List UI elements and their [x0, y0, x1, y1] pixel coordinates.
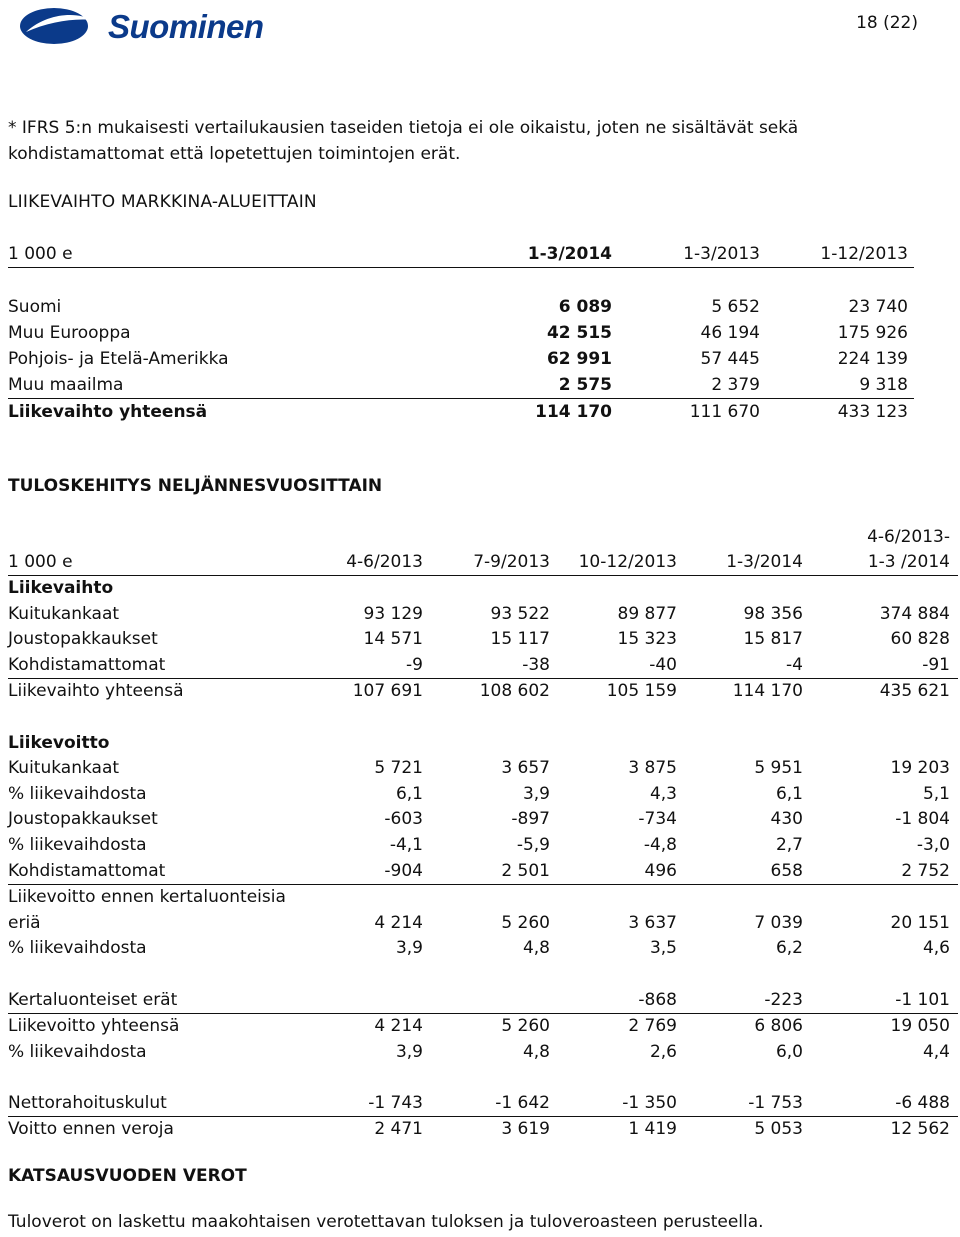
cell: -904 — [384, 860, 423, 881]
table-row — [8, 602, 958, 628]
column-header: 4-6/2013 — [346, 552, 423, 572]
cell: -1 350 — [622, 1092, 677, 1113]
cell: 5 260 — [501, 912, 550, 933]
cell: -1 804 — [895, 809, 950, 830]
table-row — [8, 1091, 958, 1117]
cell: 14 571 — [363, 629, 423, 650]
cell: -4,8 — [643, 834, 677, 855]
quarterly-results-table — [8, 525, 958, 1143]
company-logo — [18, 6, 308, 48]
table-row — [8, 1014, 958, 1040]
row-label: Kertaluonteiset erät — [8, 989, 178, 1010]
table-row — [8, 833, 958, 859]
table-row — [8, 1117, 958, 1143]
cell: 23 740 — [848, 297, 908, 317]
row-label: eriä — [8, 912, 41, 933]
cell: 4,6 — [922, 938, 950, 959]
table-row — [8, 1040, 958, 1066]
cell: -1 753 — [748, 1092, 803, 1113]
table-row — [8, 653, 958, 679]
unit-label: 1 000 e — [8, 552, 73, 572]
cell: 20 151 — [890, 912, 950, 933]
cell: 2 471 — [374, 1119, 423, 1140]
section-title-revenue-by-market: LIIKEVAIHTO MARKKINA-ALUEITTAIN — [8, 192, 317, 212]
cell: 5 721 — [374, 758, 423, 779]
cell: 175 926 — [837, 323, 908, 343]
table-row — [8, 372, 914, 398]
row-label: % liikevaihdosta — [8, 938, 147, 959]
cell: 15 117 — [490, 629, 550, 650]
cell: 4,8 — [522, 938, 550, 959]
cell: 435 621 — [879, 681, 950, 702]
cell: -6 488 — [895, 1092, 950, 1113]
table-row — [8, 346, 914, 372]
cell: 5 053 — [754, 1119, 803, 1140]
cell: 98 356 — [743, 603, 803, 624]
cell: -40 — [649, 654, 677, 675]
row-label: Joustopakkaukset — [8, 629, 158, 650]
column-header: 1-3/2014 — [726, 552, 803, 572]
cell: 3 875 — [628, 758, 677, 779]
row-label: Liikevaihto yhteensä — [8, 681, 184, 702]
cell: 42 515 — [546, 323, 612, 343]
tax-note: Tuloverot on laskettu maakohtaisen verotettavan tuloksen ja tuloveroasteen perusteella. — [8, 1212, 764, 1232]
cell: 3,9 — [395, 938, 423, 959]
cell: 2,7 — [775, 834, 803, 855]
cell: 658 — [770, 860, 803, 881]
column-header: 1-12/2013 — [820, 244, 908, 264]
cell: 89 877 — [617, 603, 677, 624]
cell: -38 — [522, 654, 550, 675]
cell: -734 — [638, 809, 677, 830]
row-label: % liikevaihdosta — [8, 1041, 147, 1062]
group-title-row — [8, 576, 958, 602]
cell: -3,0 — [916, 834, 950, 855]
cell: 224 139 — [837, 349, 908, 369]
cell: 3,9 — [522, 783, 550, 804]
column-header: 1-3 /2014 — [867, 552, 950, 572]
cell: 4 214 — [374, 912, 423, 933]
table-row — [8, 756, 958, 782]
cell: 3 657 — [501, 758, 550, 779]
cell: 108 602 — [479, 681, 550, 702]
row-label: Nettorahoituskulut — [8, 1092, 167, 1113]
column-header: 10-12/2013 — [578, 552, 677, 572]
cell: 4 214 — [374, 1016, 423, 1037]
unit-label: 1 000 e — [8, 244, 73, 264]
cell: 6,0 — [775, 1041, 803, 1062]
cell: 60 828 — [890, 629, 950, 650]
row-label: Liikevoitto ennen kertaluonteisia — [8, 887, 286, 908]
column-header: 7-9/2013 — [473, 552, 550, 572]
cell: 3,5 — [649, 938, 677, 959]
cell: 6,2 — [775, 938, 803, 959]
cell: 105 159 — [606, 681, 677, 702]
row-label: Kuitukankaat — [8, 603, 120, 624]
cell: 2 575 — [558, 375, 612, 395]
row-label: Muu maailma — [8, 375, 124, 395]
ifrs-note: * IFRS 5:n mukaisesti vertailukausien taseiden tietoja ei ole oikaistu, joten ne sisältävät sekä kohdistamattomat että lopetettujen toimintojen erät. — [8, 118, 799, 164]
table-row — [8, 859, 958, 885]
table-row — [8, 988, 958, 1014]
table-total-row — [8, 399, 914, 425]
row-label: Liikevaihto yhteensä — [8, 402, 208, 422]
cell: 15 323 — [617, 629, 677, 650]
table-row — [8, 320, 914, 346]
table-row — [8, 782, 958, 808]
cell: -4,1 — [389, 834, 423, 855]
group-title-row — [8, 731, 958, 757]
row-label: Liikevoitto yhteensä — [8, 1016, 180, 1037]
row-label: Suomi — [8, 297, 62, 317]
page-number: 18 (22) — [856, 13, 918, 33]
cell: 6 806 — [754, 1016, 803, 1037]
cell: 107 691 — [352, 681, 423, 702]
cell: 5,1 — [922, 783, 950, 804]
row-label: Muu Eurooppa — [8, 323, 131, 343]
cell: 5 951 — [754, 758, 803, 779]
row-label: Joustopakkaukset — [8, 809, 158, 830]
cell: 7 039 — [754, 912, 803, 933]
cell: 4,4 — [922, 1041, 950, 1062]
table-header-row — [8, 525, 958, 575]
cell: 6 089 — [558, 297, 612, 317]
table-row — [8, 627, 958, 653]
cell: -9 — [406, 654, 423, 675]
table-row — [8, 807, 958, 833]
cell: 3 637 — [628, 912, 677, 933]
table-row — [8, 911, 958, 937]
cell: 93 129 — [363, 603, 423, 624]
row-label: % liikevaihdosta — [8, 783, 147, 804]
cell: 114 170 — [535, 402, 612, 422]
cell: 4,3 — [649, 783, 677, 804]
logo-text: Suominen — [108, 8, 264, 45]
cell: -5,9 — [516, 834, 550, 855]
cell: -1 101 — [895, 989, 950, 1010]
cell: 1 419 — [628, 1119, 677, 1140]
cell: -897 — [511, 809, 550, 830]
row-label: Kohdistamattomat — [8, 654, 166, 675]
cell: -603 — [384, 809, 423, 830]
cell: 15 817 — [743, 629, 803, 650]
table-row — [8, 936, 958, 962]
cell: 433 123 — [837, 402, 908, 422]
revenue-by-market-table — [8, 241, 914, 425]
cell: 2,6 — [649, 1041, 677, 1062]
table-row — [8, 294, 914, 320]
cell: -4 — [786, 654, 803, 675]
cell: 12 562 — [890, 1119, 950, 1140]
column-header: 1-3/2014 — [527, 244, 612, 264]
cell: -868 — [638, 989, 677, 1010]
cell: 3,9 — [395, 1041, 423, 1062]
cell: 2 379 — [711, 375, 760, 395]
cell: -1 743 — [368, 1092, 423, 1113]
cell: 19 050 — [890, 1016, 950, 1037]
logo-mark-icon — [18, 6, 98, 48]
row-label: % liikevaihdosta — [8, 834, 147, 855]
cell: 19 203 — [890, 758, 950, 779]
section-title-quarterly-results: TULOSKEHITYS NELJÄNNESVUOSITTAIN — [8, 476, 383, 496]
cell: 46 194 — [700, 323, 760, 343]
table-row — [8, 885, 958, 911]
cell: 6,1 — [775, 783, 803, 804]
cell: 2 752 — [901, 860, 950, 881]
cell: 496 — [644, 860, 677, 881]
cell: -1 642 — [495, 1092, 550, 1113]
column-header: 4-6/2013- — [867, 527, 950, 547]
cell: 4,8 — [522, 1041, 550, 1062]
row-label: Kuitukankaat — [8, 758, 120, 779]
cell: 57 445 — [700, 349, 760, 369]
cell: 9 318 — [859, 375, 908, 395]
row-label: Pohjois- ja Etelä-Amerikka — [8, 349, 229, 369]
table-total-row — [8, 679, 958, 705]
row-label: Kohdistamattomat — [8, 860, 166, 881]
cell: 93 522 — [490, 603, 550, 624]
cell: 5 652 — [711, 297, 760, 317]
group-title: Liikevaihto — [8, 578, 114, 598]
group-title: Liikevoitto — [8, 732, 110, 753]
section-title-taxes: KATSAUSVUODEN VEROT — [8, 1166, 247, 1186]
cell: 2 501 — [501, 860, 550, 881]
cell: 6,1 — [395, 783, 423, 804]
cell: -91 — [922, 654, 950, 675]
cell: 62 991 — [546, 349, 612, 369]
column-header: 1-3/2013 — [683, 244, 760, 264]
cell: 114 170 — [732, 681, 803, 702]
table-header-row — [8, 241, 914, 267]
cell: 2 769 — [628, 1016, 677, 1037]
cell: 5 260 — [501, 1016, 550, 1037]
cell: 374 884 — [879, 603, 950, 624]
cell: 111 670 — [689, 402, 760, 422]
cell: -223 — [764, 989, 803, 1010]
cell: 3 619 — [501, 1119, 550, 1140]
row-label: Voitto ennen veroja — [8, 1119, 174, 1140]
cell: 430 — [770, 809, 803, 830]
